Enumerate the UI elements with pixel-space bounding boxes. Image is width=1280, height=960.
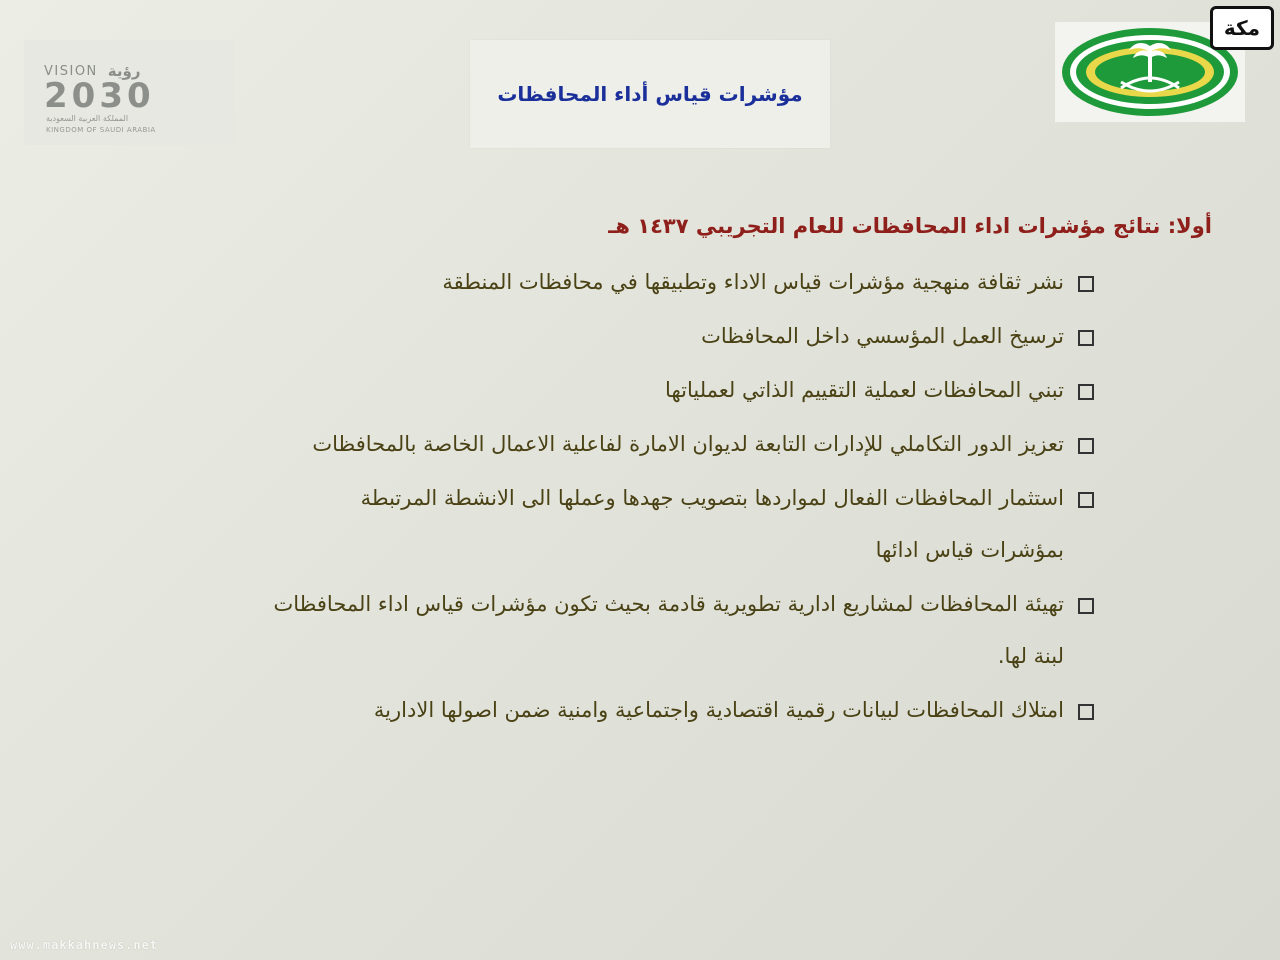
list-item-line: امتلاك المحافظات لبيانات رقمية اقتصادية واجتماعية وامنية ضمن اصولها الادارية [373, 698, 1064, 722]
checkbox-icon [1078, 492, 1094, 508]
list-item-line-continued: بمؤشرات قياس ادائها [875, 538, 1064, 562]
list-item-line: تعزيز الدور التكاملي للإدارات التابعة لديوان الامارة لفاعلية الاعمال الخاصة بالمحافظات [312, 432, 1064, 456]
list-item-line: تبني المحافظات لعملية التقييم الذاتي لعملياتها [665, 378, 1064, 402]
title-box [470, 40, 830, 148]
watermark-text: www.makkahnews.net [10, 938, 159, 952]
vision-kingdom-ar-text: المملكة العربية السعودية [46, 114, 129, 123]
list-item-line: نشر ثقافة منهجية مؤشرات قياس الاداء وتطبيقها في محافظات المنطقة [442, 270, 1064, 294]
list-item-text [442, 266, 1064, 298]
checkbox-icon [1078, 384, 1094, 400]
checkbox-icon [1078, 276, 1094, 292]
list-item-line-continued: لبنة لها. [997, 644, 1064, 668]
list-item [134, 320, 1094, 352]
section-heading: أولا: نتائج مؤشرات اداء المحافظات للعام التجريبي ١٤٣٧ هـ [608, 214, 1212, 238]
list-item-line: استثمار المحافظات الفعال لمواردها بتصويب جهدها وعملها الى الانشطة المرتبطة [360, 486, 1064, 510]
vision-2030-logo [24, 40, 234, 145]
checkbox-icon [1078, 704, 1094, 720]
vision-ar-text: رؤية [107, 62, 141, 80]
list-item [134, 428, 1094, 460]
vision-kingdom-en-text: KINGDOM OF SAUDI ARABIA [46, 126, 156, 134]
list-item [134, 374, 1094, 406]
page-title: مؤشرات قياس أداء المحافظات [497, 82, 803, 106]
checkbox-icon [1078, 330, 1094, 346]
list-item-text [701, 320, 1064, 352]
list-item [134, 482, 1094, 566]
list-item-text [361, 482, 1064, 566]
checkbox-icon [1078, 438, 1094, 454]
list-item-text [273, 588, 1064, 672]
vision-en-text: VISION [44, 63, 98, 79]
list-item-line: ترسيخ العمل المؤسسي داخل المحافظات [701, 324, 1064, 348]
list-item [134, 266, 1094, 298]
list-item-text [665, 374, 1064, 406]
list-item-text [374, 694, 1064, 726]
makkah-news-logo [1210, 6, 1274, 50]
list-item-text [312, 428, 1064, 460]
results-checklist [134, 266, 1094, 748]
list-item-line: تهيئة المحافظات لمشاريع ادارية تطويرية قادمة بحيث تكون مؤشرات قياس اداء المحافظات [273, 592, 1064, 616]
vision-year-text: 2030 [44, 76, 155, 116]
list-item [134, 588, 1094, 672]
checkbox-icon [1078, 598, 1094, 614]
makkah-logo-text: مكة [1223, 16, 1261, 40]
list-item [134, 694, 1094, 726]
